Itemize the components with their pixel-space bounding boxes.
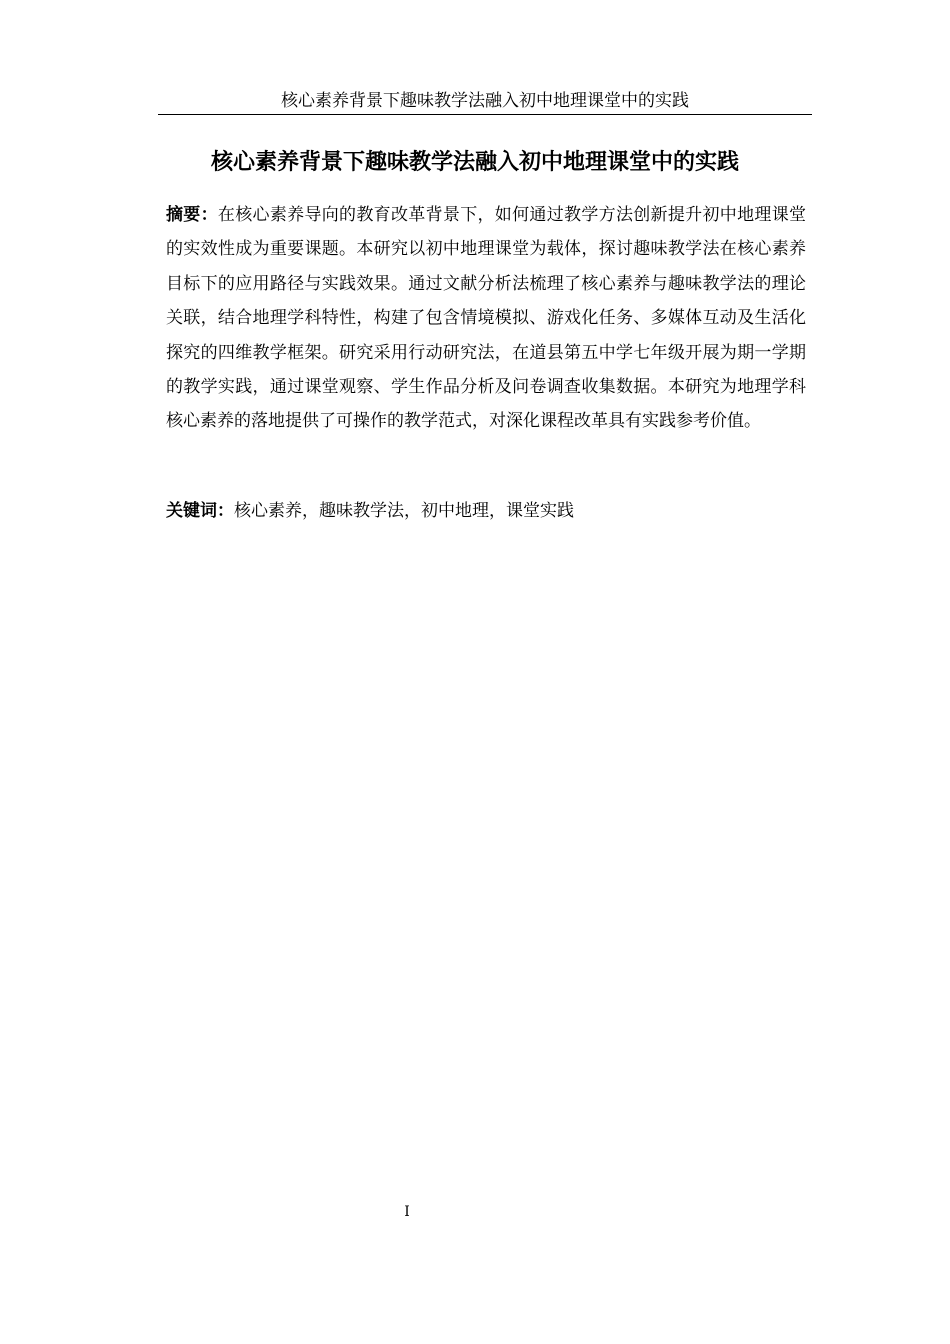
running-header-title: 核心素养背景下趣味教学法融入初中地理课堂中的实践 — [281, 91, 689, 111]
running-header — [158, 88, 812, 115]
keywords-line — [166, 494, 806, 528]
abstract-label: 摘要： — [166, 205, 218, 225]
keywords-text: 核心素养，趣味教学法，初中地理，课堂实践 — [234, 501, 574, 521]
abstract-paragraph — [166, 198, 806, 439]
document-title: 核心素养背景下趣味教学法融入初中地理课堂中的实践 — [210, 150, 739, 175]
keywords-label: 关键词： — [166, 501, 234, 521]
page-number: I — [404, 1204, 410, 1220]
abstract-text: 在核心素养导向的教育改革背景下，如何通过教学方法创新提升初中地理课堂的实效性成为重要课题。本研究以初中地理课堂为载体，探讨趣味教学法在核心素养目标下的应用路径与实践效果。通过文献分析法梳理了核心素养与趣味教学法的理论关联，结合地理学科特性，构建了包含情境模拟、游戏化任务、多媒体互动及生活化探究的四维教学框架。研究采用行动研究法，在道县第五中学七年级开展为期一学期的教学实践，通过课堂观察、学生作品分析及问卷调查收集数据。本研究为地理学科核心素养的落地提供了可操作的教学范式，对深化课程改革具有实践参考价值。 — [166, 205, 807, 432]
